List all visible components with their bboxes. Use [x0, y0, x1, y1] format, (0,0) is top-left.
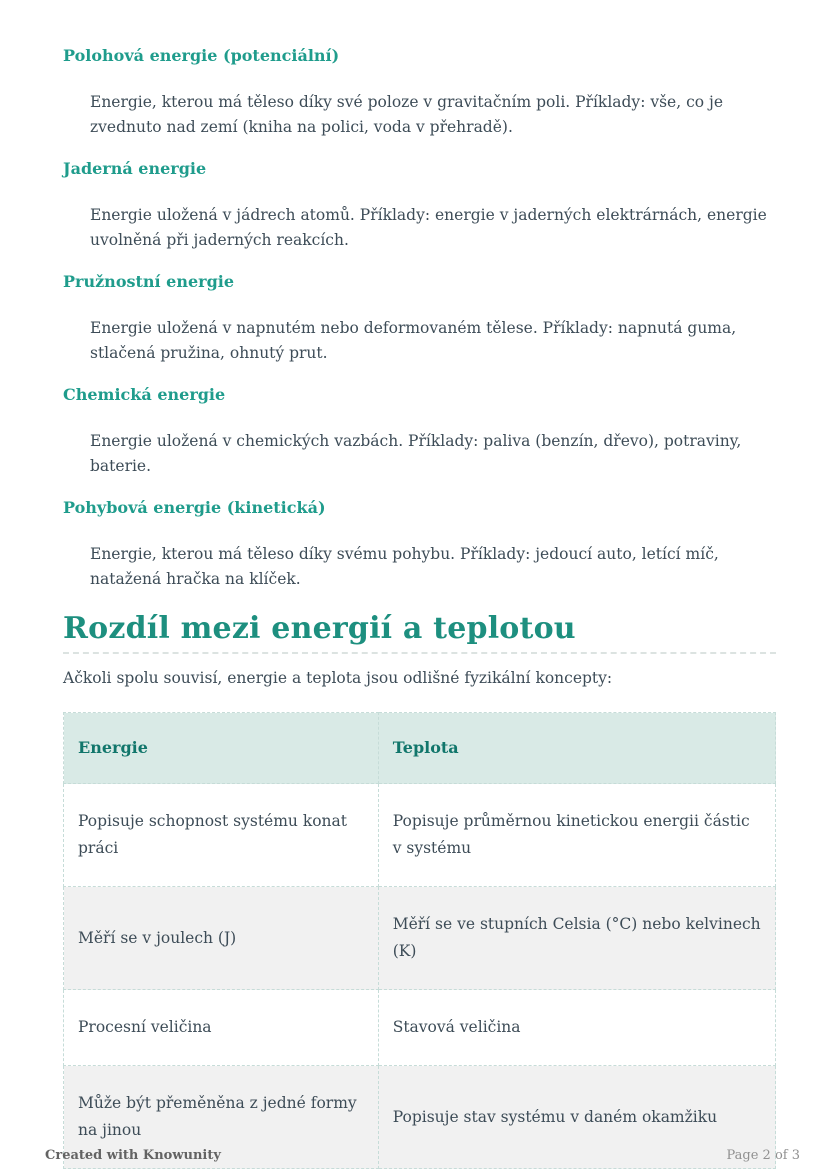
table-header-row [64, 713, 776, 784]
table-cell: Popisuje stav systému v daném okamžiku [378, 1066, 775, 1169]
section-nuclear-energy [63, 160, 776, 253]
page-number: Page 2 of 3 [726, 1148, 800, 1163]
created-with-label: Created with Knowunity [45, 1148, 221, 1163]
section-body: Energie, kterou má těleso díky své poloze v gravitačním poli. Příklady: vše, co je zvednuto nad zemí (kniha na polici, voda v přehradě). [90, 93, 723, 136]
section-title: Polohová energie (potenciální) [63, 46, 340, 65]
table-row [64, 887, 776, 990]
column-header-teplota: Teplota [378, 713, 775, 784]
comparison-intro: Ačkoli spolu souvisí, energie a teplota jsou odlišné fyzikální koncepty: [63, 669, 613, 687]
section-elastic-energy [63, 273, 776, 366]
table-cell: Měří se ve stupních Celsia (°C) nebo kelvinech (K) [378, 887, 775, 990]
section-title: Jaderná energie [63, 159, 207, 178]
comparison-table [63, 712, 776, 1169]
page-footer [0, 1148, 828, 1163]
section-title: Pružnostní energie [63, 272, 235, 291]
table-row [64, 784, 776, 887]
column-header-energie: Energie [64, 713, 379, 784]
section-kinetic-energy [63, 499, 776, 592]
table-row [64, 990, 776, 1066]
section-body: Energie uložená v jádrech atomů. Příklady: energie v jaderných elektrárnách, energie uvolněná při jaderných reakcích. [90, 206, 767, 249]
table-cell: Stavová veličina [378, 990, 775, 1066]
table-cell: Může být přeměněna z jedné formy na jinou [64, 1066, 379, 1169]
section-body: Energie uložená v chemických vazbách. Příklady: paliva (benzín, dřevo), potraviny, baterie. [90, 432, 742, 475]
section-title: Pohybová energie (kinetická) [63, 498, 326, 517]
table-cell: Procesní veličina [64, 990, 379, 1066]
section-body: Energie, kterou má těleso díky svému pohybu. Příklady: jedoucí auto, letící míč, natažená hračka na klíček. [90, 545, 719, 588]
table-cell: Popisuje průměrnou kinetickou energii částic v systému [378, 784, 775, 887]
section-title: Chemická energie [63, 385, 226, 404]
section-chemical-energy [63, 386, 776, 479]
section-potential-energy [63, 47, 776, 140]
table-cell: Měří se v joulech (J) [64, 887, 379, 990]
page-title: Rozdíl mezi energií a teplotou [63, 611, 576, 646]
section-body: Energie uložená v napnutém nebo deformovaném tělese. Příklady: napnutá guma, stlačená pružina, ohnutý prut. [90, 319, 737, 362]
heading-divider [63, 652, 776, 654]
table-cell: Popisuje schopnost systému konat práci [64, 784, 379, 887]
